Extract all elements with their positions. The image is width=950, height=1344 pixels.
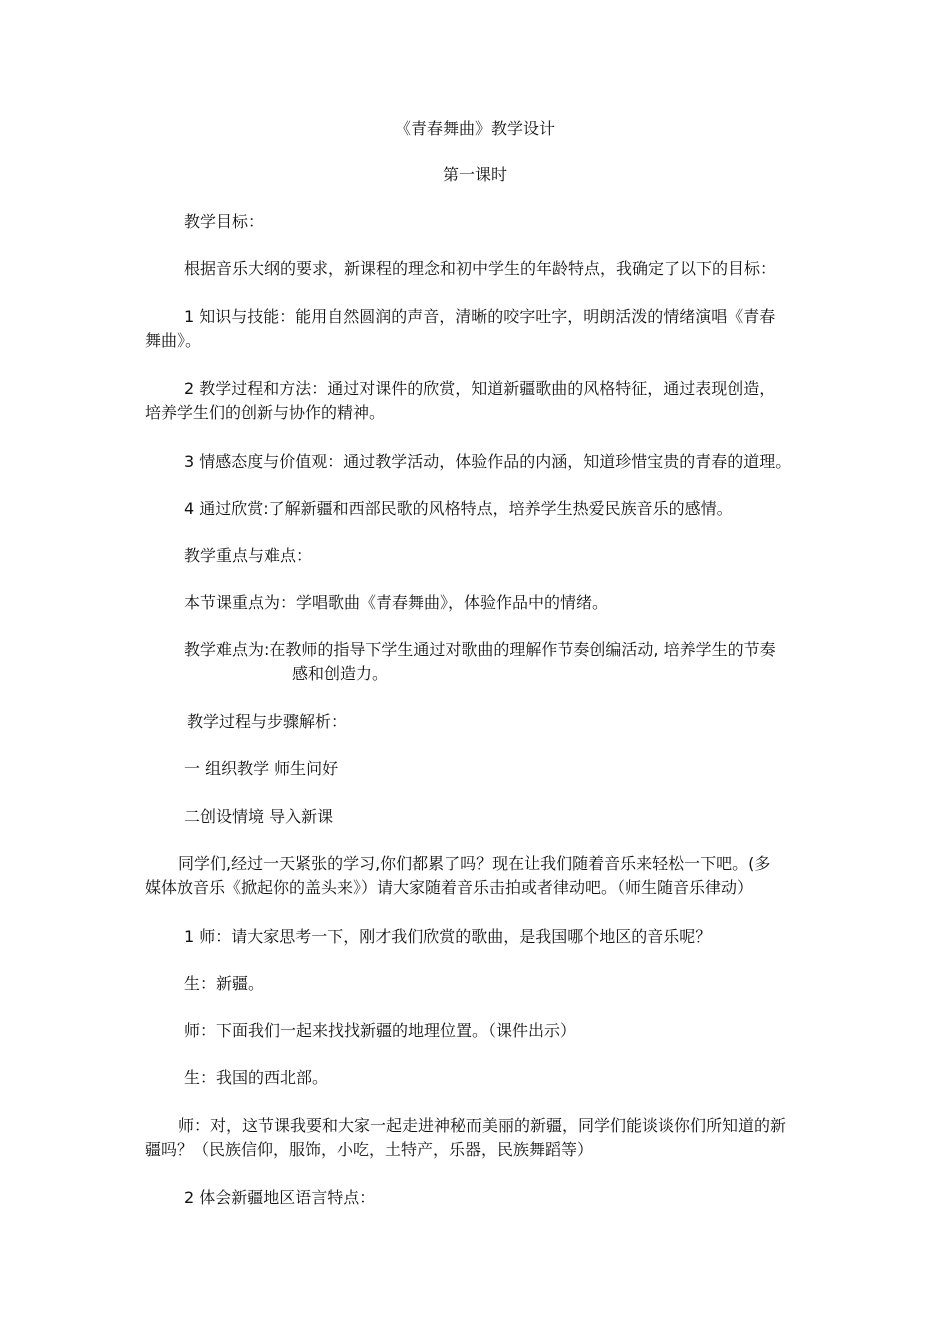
teacher-3-line1: 师：对，这节课我要和大家一起走进神秘而美丽的新疆，同学们能谈谈你们所知道的新 [178,1116,787,1135]
answer-2: 生：我国的西北部。 [184,1068,329,1087]
objectives-intro: 根据音乐大纲的要求，新课程的理念和初中学生的年龄特点，我确定了以下的目标： [184,259,777,278]
question-1: 1 师：请大家思考一下，刚才我们欣赏的歌曲，是我国哪个地区的音乐呢？ [184,927,712,946]
step-2: 二创设情境 导入新课 [184,807,334,826]
difficulty-line2: 感和创造力。 [292,664,389,683]
step-1: 一 组织教学 师生问好 [184,759,339,778]
objective-1-line1: 1 知识与技能：能用自然圆润的声音，清晰的咬字吐字，明朗活泼的情绪演唱《青春 [184,307,776,326]
process-heading: 教学过程与步骤解析： [187,712,348,731]
difficulty-line1: 教学难点为:在教师的指导下学生通过对歌曲的理解作节奏创编活动, 培养学生的节奏 [184,640,776,659]
document-subtitle: 第一课时 [442,165,507,184]
keypoint: 本节课重点为：学唱歌曲《青春舞曲》，体验作品中的情绪。 [184,593,609,612]
objective-3: 3 情感态度与价值观：通过教学活动，体验作品的内涵，知道珍惜宝贵的青春的道理。 [184,452,792,471]
objective-2-line1: 2 教学过程和方法：通过对课件的欣赏，知道新疆歌曲的风格特征，通过表现创造， [184,379,776,398]
step-3: 2 体会新疆地区语言特点： [184,1188,376,1207]
document-title: 《青春舞曲》教学设计 [394,119,555,138]
teacher-2: 师：下面我们一起来找找新疆的地理位置。（课件出示） [184,1021,577,1040]
objectives-heading: 教学目标： [184,212,265,231]
objective-2-line2: 培养学生们的创新与协作的精神。 [145,403,386,422]
answer-1: 生：新疆。 [184,974,265,993]
objective-4: 4 通过欣赏:了解新疆和西部民歌的风格特点，培养学生热爱民族音乐的感情。 [184,499,733,518]
objective-1-line2: 舞曲》。 [145,331,202,350]
keypoints-heading: 教学重点与难点： [184,546,313,565]
paragraph-1-line1: 同学们,经过一天紧张的学习,你们都累了吗？现在让我们随着音乐来轻松一下吧。(多 [178,854,771,873]
paragraph-1-line2: 媒体放音乐《掀起你的盖头来》）请大家随着音乐击拍或者律动吧。（师生随音乐律动） [145,878,754,897]
teacher-3-line2: 疆吗？（民族信仰，服饰，小吃，土特产，乐器，民族舞蹈等） [145,1140,594,1159]
